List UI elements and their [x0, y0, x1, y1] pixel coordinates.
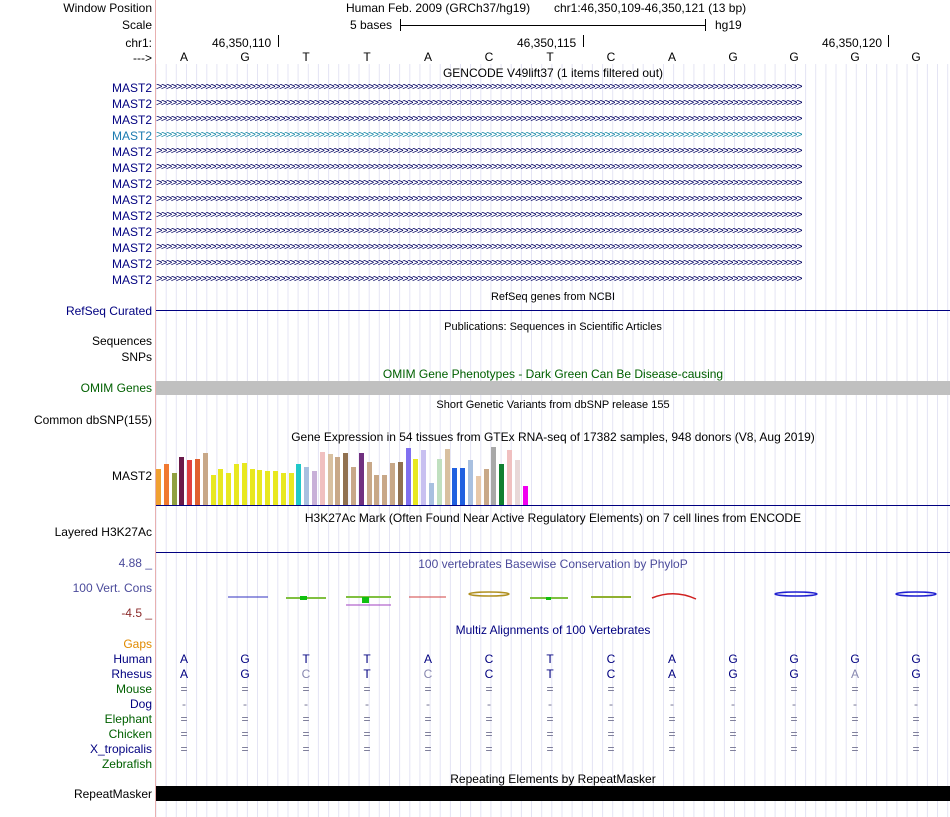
gtex-tissue-bar[interactable]	[250, 469, 255, 505]
reference-base: T	[302, 50, 310, 64]
gtex-tissue-bar[interactable]	[179, 457, 184, 505]
gencode-gene-label[interactable]: MAST2	[111, 193, 152, 207]
alignment-base: =	[546, 742, 554, 756]
gencode-gene-line[interactable]: >>>>>>>>>>>>>>>>>>>>>>>>>>>>>>>>>>>>>>>>>>>>>>>>>>>>>>>>>>>>>>>>>>>>>>>>>>>>>>>>>>>>>>>>>>>>>>>>>>>>>>>>>>>>>>>>>>>>>>>>>>>>>>>>>>>	[156, 116, 802, 125]
alignment-base: =	[424, 727, 432, 741]
alignment-base: =	[180, 727, 188, 741]
species-label[interactable]: Zebrafish	[101, 757, 152, 771]
gencode-gene-label[interactable]: MAST2	[111, 145, 152, 159]
alignment-base: G	[911, 667, 921, 681]
publications-title[interactable]: Publications: Sequences in Scientific Articles	[444, 321, 662, 333]
alignment-base: =	[668, 712, 676, 726]
gtex-tissue-bar[interactable]	[507, 450, 512, 505]
gencode-gene-label[interactable]: MAST2	[111, 273, 152, 287]
alignment-base: G	[728, 652, 738, 666]
gtex-tissue-bar[interactable]	[211, 475, 216, 505]
gtex-tissue-bar[interactable]	[195, 459, 200, 505]
alignment-base: T	[302, 652, 310, 666]
alignment-base: C	[606, 667, 616, 681]
reference-base: G	[728, 50, 738, 64]
reference-base: A	[423, 50, 432, 64]
reference-base: G	[850, 50, 860, 64]
gtex-tissue-bar[interactable]	[452, 468, 457, 505]
gtex-tissue-bar[interactable]	[468, 460, 473, 505]
gtex-tissue-bar[interactable]	[390, 463, 395, 505]
alignment-base: T	[363, 652, 371, 666]
gtex-tissue-bar[interactable]	[218, 469, 223, 505]
gencode-gene-line[interactable]: >>>>>>>>>>>>>>>>>>>>>>>>>>>>>>>>>>>>>>>>>>>>>>>>>>>>>>>>>>>>>>>>>>>>>>>>>>>>>>>>>>>>>>>>>>>>>>>>>>>>>>>>>>>>>>>>>>>>>>>>>>>>>>>>>>>	[156, 84, 802, 93]
alignment-base: -	[853, 697, 857, 711]
gtex-tissue-bar[interactable]	[328, 454, 333, 505]
alignment-base: =	[668, 727, 676, 741]
gtex-tissue-bar[interactable]	[398, 462, 403, 505]
gtex-tissue-bar[interactable]	[359, 453, 364, 505]
alignment-base: =	[546, 682, 554, 696]
alignment-base: -	[487, 697, 491, 711]
alignment-base: G	[240, 667, 250, 681]
reference-base: A	[179, 50, 188, 64]
repeatmasker-bar[interactable]	[156, 786, 950, 801]
alignment-base: =	[302, 712, 310, 726]
refseq-label[interactable]: RefSeq Curated	[65, 304, 152, 318]
alignment-base: -	[182, 697, 186, 711]
gencode-gene-label[interactable]: MAST2	[111, 241, 152, 255]
gtex-tissue-bar[interactable]	[421, 450, 426, 505]
alignment-base: -	[731, 697, 735, 711]
multiz-title[interactable]: Multiz Alignments of 100 Vertebrates	[455, 623, 651, 637]
alignment-base: C	[423, 667, 433, 681]
gtex-tissue-bar[interactable]	[374, 475, 379, 505]
phylop-mark	[362, 597, 369, 603]
alignment-base: C	[484, 667, 494, 681]
alignment-base: =	[851, 682, 859, 696]
alignment-base: T	[546, 652, 554, 666]
gtex-tissue-bar[interactable]	[429, 483, 434, 505]
gencode-title[interactable]: GENCODE V49lift37 (1 items filtered out)	[442, 66, 664, 80]
gtex-tissue-bar[interactable]	[484, 469, 489, 505]
reference-base: G	[911, 50, 921, 64]
alignment-base: =	[912, 742, 920, 756]
alignment-base: =	[241, 727, 249, 741]
gtex-tissue-bar[interactable]	[382, 475, 387, 505]
alignment-base: =	[241, 682, 249, 696]
gtex-tissue-bar[interactable]	[234, 464, 239, 505]
alignment-base: =	[729, 682, 737, 696]
alignment-base: T	[363, 667, 371, 681]
alignment-base: =	[485, 712, 493, 726]
alignment-base: =	[912, 712, 920, 726]
gencode-gene-line[interactable]: >>>>>>>>>>>>>>>>>>>>>>>>>>>>>>>>>>>>>>>>>>>>>>>>>>>>>>>>>>>>>>>>>>>>>>>>>>>>>>>>>>>>>>>>>>>>>>>>>>>>>>>>>>>>>>>>>>>>>>>>>>>>>>>>>>>	[156, 148, 802, 157]
species-label[interactable]: Chicken	[108, 727, 152, 741]
alignment-base: =	[363, 712, 371, 726]
gencode-gene-line[interactable]: >>>>>>>>>>>>>>>>>>>>>>>>>>>>>>>>>>>>>>>>>>>>>>>>>>>>>>>>>>>>>>>>>>>>>>>>>>>>>>>>>>>>>>>>>>>>>>>>>>>>>>>>>>>>>>>>>>>>>>>>>>>>>>>>>>>	[156, 164, 802, 173]
alignment-base: G	[911, 652, 921, 666]
alignment-base: =	[790, 727, 798, 741]
refseq-line[interactable]	[156, 310, 950, 311]
phylop-label[interactable]: 100 Vert. Cons	[72, 581, 152, 595]
scale-bar	[400, 19, 706, 31]
alignment-base: -	[609, 697, 613, 711]
coord-tick-1	[278, 35, 279, 47]
omim-title[interactable]: OMIM Gene Phenotypes - Dark Green Can Be Disease-causing	[382, 367, 724, 381]
gtex-tissue-bar[interactable]	[257, 470, 262, 505]
alignment-base: =	[424, 742, 432, 756]
gtex-tissue-bar[interactable]	[445, 449, 450, 505]
snps-label[interactable]: SNPs	[121, 350, 152, 364]
gaps-label[interactable]: Gaps	[123, 637, 152, 651]
gtex-tissue-bar[interactable]	[460, 468, 465, 505]
alignment-base: =	[241, 712, 249, 726]
coord-3: 46,350,120	[822, 36, 883, 50]
species-label[interactable]: Rhesus	[111, 667, 152, 681]
gencode-gene-line[interactable]: >>>>>>>>>>>>>>>>>>>>>>>>>>>>>>>>>>>>>>>>>>>>>>>>>>>>>>>>>>>>>>>>>>>>>>>>>>>>>>>>>>>>>>>>>>>>>>>>>>>>>>>>>>>>>>>>>>>>>>>>>>>>>>>>>>>	[156, 100, 802, 109]
assembly-name: Human Feb. 2009 (GRCh37/hg19)	[346, 1, 531, 15]
gtex-tissue-bar[interactable]	[187, 460, 192, 505]
alignment-base: =	[180, 682, 188, 696]
gencode-gene-line[interactable]: >>>>>>>>>>>>>>>>>>>>>>>>>>>>>>>>>>>>>>>>>>>>>>>>>>>>>>>>>>>>>>>>>>>>>>>>>>>>>>>>>>>>>>>>>>>>>>>>>>>>>>>>>>>>>>>>>>>>>>>>>>>>>>>>>>>	[156, 212, 802, 221]
phylop-mark	[546, 597, 551, 600]
gtex-tissue-bar[interactable]	[491, 447, 496, 505]
gencode-gene-label[interactable]: MAST2	[111, 161, 152, 175]
strand-label: --->	[133, 51, 152, 65]
alignment-base: =	[912, 727, 920, 741]
phylop-min-label: -4.5 _	[121, 606, 152, 620]
chrom-label: chr1:	[125, 36, 152, 50]
gencode-gene-label[interactable]: MAST2	[111, 129, 152, 143]
gtex-tissue-bar[interactable]	[156, 469, 161, 505]
alignment-base: =	[729, 727, 737, 741]
omim-bar[interactable]	[156, 381, 950, 395]
h3k27ac-baseline	[156, 552, 950, 553]
alignment-base: G	[728, 667, 738, 681]
coord-tick-2	[583, 35, 584, 47]
gencode-gene-line[interactable]: >>>>>>>>>>>>>>>>>>>>>>>>>>>>>>>>>>>>>>>>>>>>>>>>>>>>>>>>>>>>>>>>>>>>>>>>>>>>>>>>>>>>>>>>>>>>>>>>>>>>>>>>>>>>>>>>>>>>>>>>>>>>>>>>>>>	[156, 196, 802, 205]
gtex-tissue-bar[interactable]	[312, 471, 317, 505]
gtex-tissue-bar[interactable]	[523, 486, 528, 505]
gtex-tissue-bar[interactable]	[499, 464, 504, 505]
gencode-gene-label[interactable]: MAST2	[111, 257, 152, 271]
alignment-base: =	[607, 727, 615, 741]
species-label[interactable]: X_tropicalis	[89, 742, 152, 756]
gtex-tissue-bar[interactable]	[515, 460, 520, 505]
alignment-base: G	[850, 652, 860, 666]
reference-base: G	[789, 50, 799, 64]
species-label[interactable]: Dog	[129, 697, 152, 711]
gtex-tissue-bar[interactable]	[351, 467, 356, 505]
alignment-base: -	[548, 697, 552, 711]
dbsnp-title[interactable]: Short Genetic Variants from dbSNP release 155	[436, 399, 670, 411]
omim-label[interactable]: OMIM Genes	[80, 381, 152, 395]
alignment-base: -	[243, 697, 247, 711]
gencode-gene-line[interactable]: >>>>>>>>>>>>>>>>>>>>>>>>>>>>>>>>>>>>>>>>>>>>>>>>>>>>>>>>>>>>>>>>>>>>>>>>>>>>>>>>>>>>>>>>>>>>>>>>>>>>>>>>>>>>>>>>>>>>>>>>>>>>>>>>>>>	[156, 260, 802, 269]
alignment-base: =	[729, 712, 737, 726]
gtex-tissue-bar[interactable]	[203, 453, 208, 505]
coord-tick-3	[888, 35, 889, 47]
alignment-base: =	[607, 742, 615, 756]
alignment-base: =	[485, 682, 493, 696]
reference-base: G	[240, 50, 250, 64]
gtex-tissue-bar[interactable]	[406, 448, 411, 505]
alignment-base: A	[667, 667, 676, 681]
gencode-gene-line[interactable]: >>>>>>>>>>>>>>>>>>>>>>>>>>>>>>>>>>>>>>>>>>>>>>>>>>>>>>>>>>>>>>>>>>>>>>>>>>>>>>>>>>>>>>>>>>>>>>>>>>>>>>>>>>>>>>>>>>>>>>>>>>>>>>>>>>>	[156, 228, 802, 237]
species-label[interactable]: Elephant	[104, 712, 152, 726]
phylop-mark	[652, 594, 696, 599]
gtex-tissue-bar[interactable]	[304, 467, 309, 505]
gencode-gene-label[interactable]: MAST2	[111, 113, 152, 127]
gtex-tissue-bar[interactable]	[296, 464, 301, 505]
alignment-base: =	[302, 727, 310, 741]
alignment-base: C	[301, 667, 311, 681]
refseq-title[interactable]: RefSeq genes from NCBI	[490, 291, 616, 303]
alignment-base: =	[485, 742, 493, 756]
gtex-baseline	[156, 505, 950, 506]
repeatmasker-title[interactable]: Repeating Elements by RepeatMasker	[450, 772, 656, 786]
gtex-tissue-bar[interactable]	[164, 464, 169, 505]
alignment-base: =	[424, 712, 432, 726]
gtex-tissue-bar[interactable]	[335, 457, 340, 505]
gtex-tissue-bar[interactable]	[265, 471, 270, 505]
h3k27ac-label[interactable]: Layered H3K27Ac	[54, 525, 152, 539]
alignment-base: A	[423, 652, 432, 666]
gtex-tissue-bar[interactable]	[413, 459, 418, 505]
alignment-base: =	[180, 712, 188, 726]
phylop-signal[interactable]	[156, 585, 950, 609]
gencode-gene-label[interactable]: MAST2	[111, 97, 152, 111]
alignment-base: =	[851, 712, 859, 726]
gencode-gene-label[interactable]: MAST2	[111, 225, 152, 239]
alignment-base: =	[729, 742, 737, 756]
alignment-base: =	[851, 727, 859, 741]
alignment-base: -	[365, 697, 369, 711]
alignment-base: -	[670, 697, 674, 711]
gtex-tissue-bar[interactable]	[242, 463, 247, 505]
reference-base: T	[546, 50, 554, 64]
alignment-base: C	[484, 652, 494, 666]
gtex-tissue-bar[interactable]	[343, 453, 348, 505]
alignment-base: =	[790, 742, 798, 756]
alignment-base: A	[179, 652, 188, 666]
phylop-mark	[896, 592, 936, 596]
gencode-gene-line[interactable]: >>>>>>>>>>>>>>>>>>>>>>>>>>>>>>>>>>>>>>>>>>>>>>>>>>>>>>>>>>>>>>>>>>>>>>>>>>>>>>>>>>>>>>>>>>>>>>>>>>>>>>>>>>>>>>>>>>>>>>>>>>>>>>>>>>>	[156, 276, 802, 285]
alignment-base: =	[546, 712, 554, 726]
gtex-tissue-bar[interactable]	[476, 476, 481, 505]
alignment-base: =	[790, 712, 798, 726]
alignment-base: A	[179, 667, 188, 681]
alignment-base: =	[363, 727, 371, 741]
scale-label: Scale	[121, 18, 152, 32]
gtex-bar-chart[interactable]	[156, 444, 536, 505]
scale-text: 5 bases	[350, 18, 393, 32]
alignment-base: =	[607, 712, 615, 726]
alignment-base: -	[426, 697, 430, 711]
alignment-base: =	[424, 682, 432, 696]
h3k27ac-title[interactable]: H3K27Ac Mark (Often Found Near Active Regulatory Elements) on 7 cell lines from ENCODE	[304, 511, 802, 525]
alignment-base: T	[546, 667, 554, 681]
reference-base: C	[606, 50, 616, 64]
gtex-tissue-bar[interactable]	[289, 473, 294, 505]
gtex-title[interactable]: Gene Expression in 54 tissues from GTEx RNA-seq of 17382 samples, 948 donors (V8, Aug 2019)	[291, 430, 815, 444]
gencode-gene-label[interactable]: MAST2	[111, 81, 152, 95]
gtex-tissue-bar[interactable]	[172, 473, 177, 505]
alignment-base: A	[850, 667, 859, 681]
reference-base: T	[363, 50, 371, 64]
alignment-base: =	[668, 682, 676, 696]
alignment-base: =	[790, 682, 798, 696]
gtex-tissue-bar[interactable]	[437, 459, 442, 505]
alignment-base: -	[792, 697, 796, 711]
alignment-base: -	[914, 697, 918, 711]
alignment-base: A	[667, 652, 676, 666]
phylop-title[interactable]: 100 vertebrates Basewise Conservation by PhyloP	[418, 557, 688, 571]
alignment-base: =	[302, 742, 310, 756]
gtex-label[interactable]: MAST2	[111, 469, 152, 483]
alignment-base: =	[180, 742, 188, 756]
gtex-tissue-bar[interactable]	[281, 473, 286, 505]
alignment-base: =	[668, 742, 676, 756]
alignment-base: =	[302, 682, 310, 696]
phylop-mark	[300, 596, 307, 600]
alignment-base: =	[363, 682, 371, 696]
reference-base: A	[667, 50, 676, 64]
gencode-gene-label[interactable]: MAST2	[111, 177, 152, 191]
phylop-mark	[775, 592, 817, 596]
alignment-base: =	[363, 742, 371, 756]
alignment-base: C	[606, 652, 616, 666]
alignment-base: -	[304, 697, 308, 711]
alignment-base: G	[789, 652, 799, 666]
phylop-mark	[469, 592, 509, 596]
species-label[interactable]: Mouse	[115, 682, 152, 696]
scale-db: hg19	[715, 18, 742, 32]
gtex-tissue-bar[interactable]	[273, 471, 278, 505]
publications-label[interactable]: Sequences	[91, 334, 152, 348]
coord-2: 46,350,115	[517, 36, 577, 50]
alignment-base: =	[485, 727, 493, 741]
gencode-gene-line[interactable]: >>>>>>>>>>>>>>>>>>>>>>>>>>>>>>>>>>>>>>>>>>>>>>>>>>>>>>>>>>>>>>>>>>>>>>>>>>>>>>>>>>>>>>>>>>>>>>>>>>>>>>>>>>>>>>>>>>>>>>>>>>>>>>>>>>>	[156, 244, 802, 253]
species-label[interactable]: Human	[113, 652, 152, 666]
alignment-base: =	[241, 742, 249, 756]
coord-1: 46,350,110	[212, 36, 272, 50]
gtex-tissue-bar[interactable]	[367, 462, 372, 505]
gencode-gene-line[interactable]: >>>>>>>>>>>>>>>>>>>>>>>>>>>>>>>>>>>>>>>>>>>>>>>>>>>>>>>>>>>>>>>>>>>>>>>>>>>>>>>>>>>>>>>>>>>>>>>>>>>>>>>>>>>>>>>>>>>>>>>>>>>>>>>>>>>	[156, 180, 802, 189]
reference-base: C	[484, 50, 494, 64]
alignment-base: =	[851, 742, 859, 756]
alignment-base: G	[789, 667, 799, 681]
phylop-max-label: 4.88 _	[118, 556, 152, 570]
window-position-label: Window Position	[63, 1, 152, 15]
alignment-base: =	[912, 682, 920, 696]
gtex-tissue-bar[interactable]	[320, 452, 325, 505]
gencode-gene-label[interactable]: MAST2	[111, 209, 152, 223]
position-text[interactable]: chr1:46,350,109-46,350,121 (13 bp)	[554, 1, 747, 15]
alignment-base: G	[240, 652, 250, 666]
alignment-base: =	[607, 682, 615, 696]
gtex-tissue-bar[interactable]	[226, 473, 231, 505]
dbsnp-label[interactable]: Common dbSNP(155)	[33, 413, 152, 427]
gencode-gene-line[interactable]: >>>>>>>>>>>>>>>>>>>>>>>>>>>>>>>>>>>>>>>>>>>>>>>>>>>>>>>>>>>>>>>>>>>>>>>>>>>>>>>>>>>>>>>>>>>>>>>>>>>>>>>>>>>>>>>>>>>>>>>>>>>>>>>>>>>	[156, 132, 802, 141]
repeatmasker-label[interactable]: RepeatMasker	[73, 787, 152, 801]
alignment-base: =	[546, 727, 554, 741]
